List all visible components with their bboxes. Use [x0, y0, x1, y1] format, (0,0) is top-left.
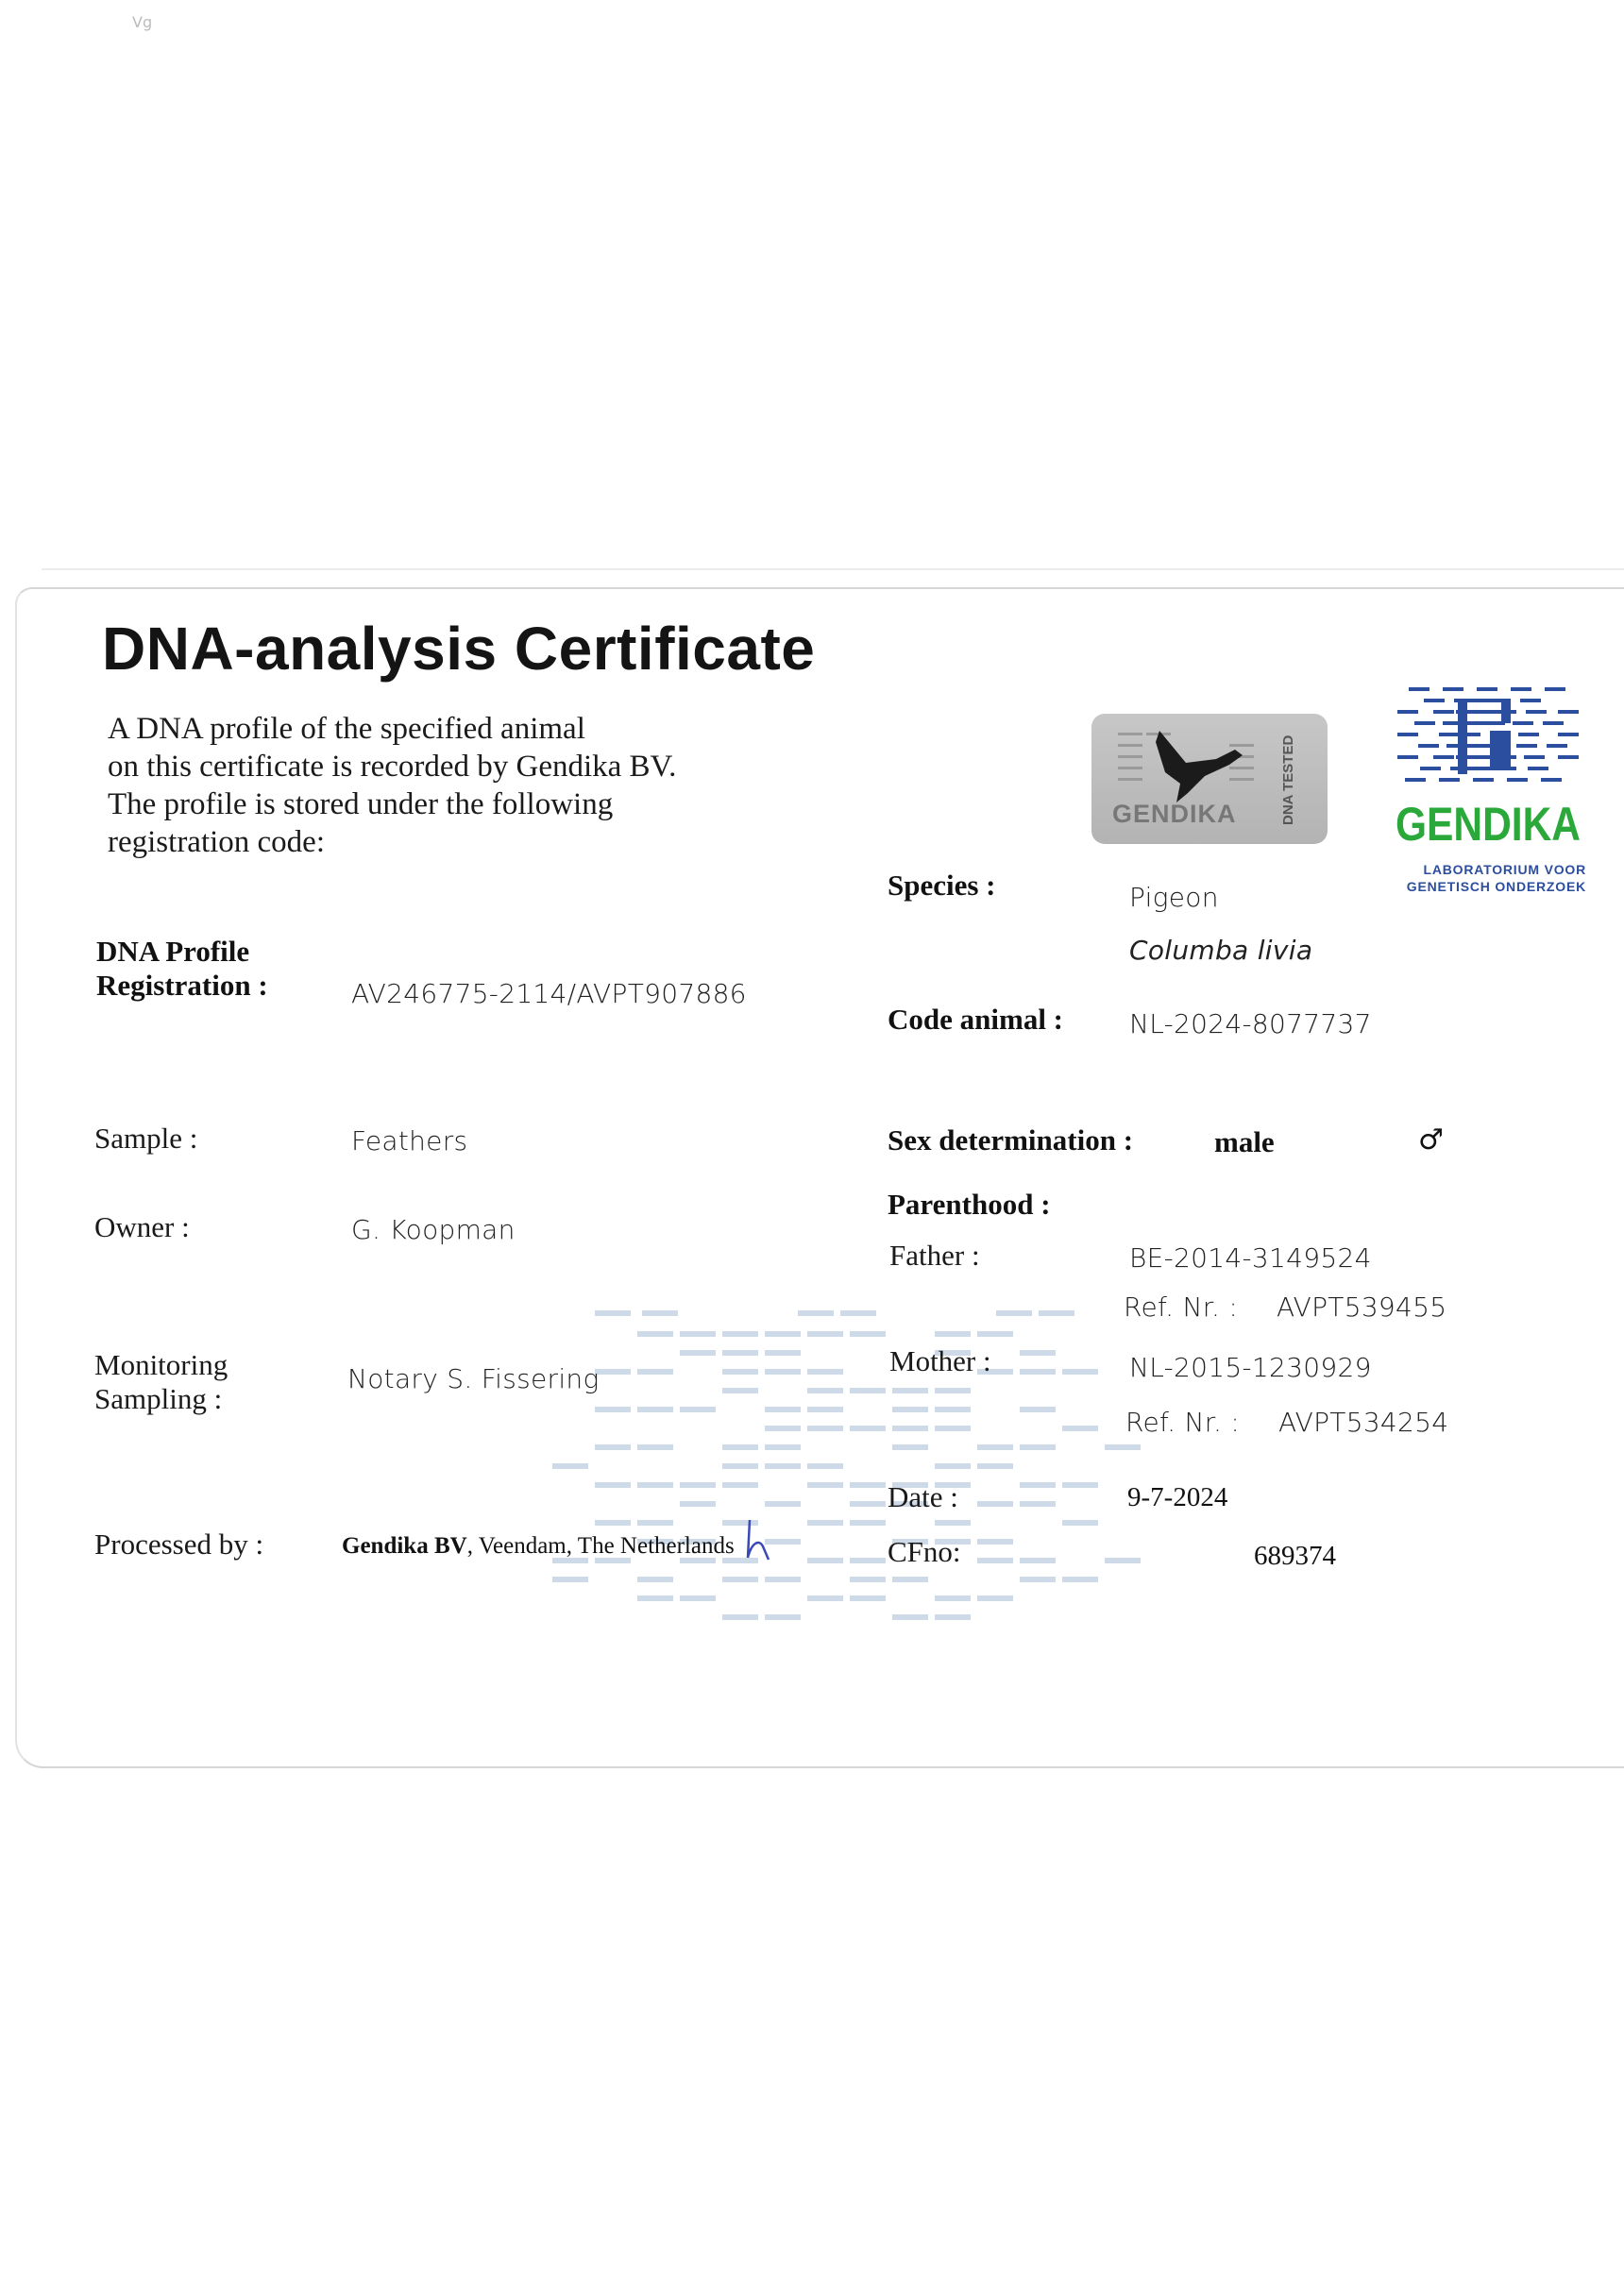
owner-value: G. Koopman: [351, 1214, 516, 1245]
mother-ref-value: AVPT534254: [1278, 1407, 1449, 1438]
mother-ref-label: Ref. Nr. :: [1125, 1407, 1241, 1438]
father-ref-value: AVPT539455: [1277, 1292, 1447, 1323]
gendika-subtitle-line: LABORATORIUM VOOR: [1423, 862, 1586, 877]
gendika-subtitle: [1388, 861, 1586, 895]
code-animal-value: NL-2024-8077737: [1129, 1008, 1372, 1039]
intro-line: The profile is stored under the following: [108, 787, 614, 821]
parenthood-label: Parenthood :: [888, 1188, 1051, 1221]
father-ref-label: Ref. Nr. :: [1124, 1292, 1239, 1323]
badge-brand: GENDIKA: [1112, 800, 1237, 828]
processed-label: Processed by :: [94, 1528, 264, 1561]
registration-code: AV246775-2114/AVPT907886: [351, 978, 747, 1009]
intro-line: registration code:: [108, 825, 326, 859]
dna-profile-label: DNA Profile: [96, 935, 250, 968]
monitoring-label: Monitoring: [94, 1348, 228, 1381]
pigeon-icon: [1118, 721, 1278, 806]
dna-tested-badge: [1091, 714, 1328, 844]
processed-value: [342, 1533, 735, 1560]
intro-line: A DNA profile of the specified animal: [108, 712, 585, 746]
sampling-label: Sampling :: [94, 1382, 223, 1415]
mother-value: NL-2015-1230929: [1129, 1352, 1372, 1383]
processed-company: Gendika BV: [342, 1533, 467, 1559]
scan-mark: Vg: [132, 13, 153, 31]
cfno-value: 689374: [1254, 1541, 1336, 1571]
intro-text: [108, 710, 676, 861]
cfno-label: CFno:: [888, 1535, 961, 1568]
processed-location: , Veendam, The Netherlands: [466, 1533, 735, 1559]
gendika-logo-icon: [1396, 684, 1581, 795]
sex-label: Sex determination :: [888, 1123, 1134, 1156]
signature-mark: [746, 1514, 774, 1562]
badge-dna-tested: DNA TESTED: [1280, 734, 1296, 825]
mother-label: Mother :: [889, 1344, 991, 1377]
sample-value: Feathers: [351, 1125, 468, 1156]
intro-line: on this certificate is recorded by Gendika BV.: [108, 750, 677, 784]
monitoring-value: Notary S. Fissering: [347, 1363, 600, 1394]
male-symbol-icon: ♂: [1418, 1123, 1444, 1156]
gendika-brand-name: GENDIKA: [1396, 798, 1581, 851]
species-latin: Columba livia: [1129, 935, 1313, 966]
sample-label: Sample :: [94, 1122, 198, 1155]
species-label: Species :: [888, 869, 996, 902]
species-value: Pigeon: [1129, 882, 1219, 913]
father-label: Father :: [889, 1239, 980, 1272]
code-animal-label: Code animal :: [888, 1003, 1063, 1036]
watermark-logo: [548, 1293, 1152, 1652]
card-top-line: [42, 568, 1624, 570]
sex-value: male: [1214, 1125, 1275, 1158]
date-label: Date :: [888, 1480, 958, 1513]
owner-label: Owner :: [94, 1210, 190, 1243]
father-value: BE-2014-3149524: [1129, 1242, 1372, 1274]
gendika-subtitle-line: GENETISCH ONDERZOEK: [1406, 879, 1586, 894]
date-value: 9-7-2024: [1127, 1482, 1228, 1512]
registration-label: Registration :: [96, 969, 268, 1002]
certificate-title: DNA-analysis Certificate: [102, 615, 816, 683]
